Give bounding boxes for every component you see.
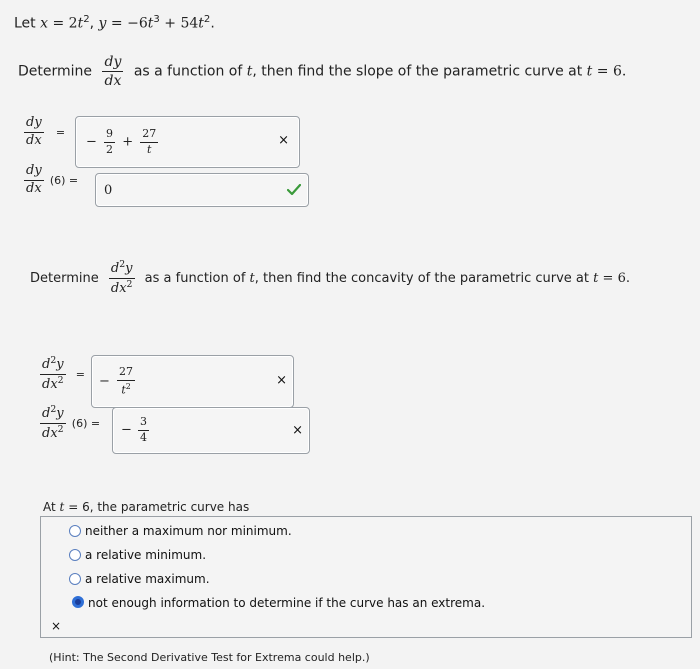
- incorrect-x-icon-4: ×: [51, 619, 62, 633]
- numerator-exponent-2: 2: [50, 355, 57, 366]
- fraction-3-numerator: 27: [117, 366, 135, 381]
- fraction-3-denominator: [117, 381, 135, 397]
- determine-label: Determine: [18, 63, 93, 80]
- at-equals: =: [596, 63, 609, 80]
- fraction-1-numerator: 9: [104, 128, 115, 143]
- period: .: [210, 15, 215, 32]
- d-symbol: d: [110, 261, 120, 277]
- at-value: 6.: [612, 63, 627, 80]
- dy-dx-fraction: [102, 54, 123, 89]
- prompt-variable: t: [59, 500, 65, 514]
- answer-fraction-2: [140, 128, 158, 156]
- label-denominator-4: [40, 424, 66, 442]
- at-variable: t: [586, 63, 593, 80]
- incorrect-x-icon-2: ×: [276, 373, 287, 388]
- prompt-pre: At: [43, 500, 56, 514]
- option-neither-radio[interactable]: [69, 525, 81, 537]
- correct-check-icon: [287, 184, 301, 196]
- prompt-tail: 6, the parametric curve has: [82, 500, 250, 514]
- fraction-denominator-2: [109, 279, 135, 297]
- fraction-numerator-2: [109, 260, 135, 279]
- let-word: Let: [14, 15, 36, 32]
- denominator-exponent-3: 2: [57, 424, 64, 436]
- instruction-tail-2: , then find the concavity of the parametric curve at: [254, 271, 589, 287]
- label-denominator-2: dx: [26, 180, 42, 196]
- d2y-dx2-label-2: [40, 405, 66, 442]
- incorrect-x-icon-3: ×: [292, 423, 303, 438]
- prompt-equals: =: [68, 500, 79, 514]
- part2-row1-label: [40, 356, 85, 393]
- second-derivative-expression: [99, 366, 138, 397]
- t-variable-2: t: [147, 15, 154, 32]
- determine-label-2: Determine: [30, 271, 99, 287]
- label-numerator: dy: [24, 116, 44, 133]
- numerator-variable-3: y: [56, 406, 64, 422]
- hint-text: (Hint: The Second Derivative Test for Extrema could help.): [49, 651, 370, 664]
- option-not-enough-info-label[interactable]: not enough information to determine if the curve has an extrema.: [88, 596, 486, 610]
- dy-dx-label-2: [24, 164, 44, 197]
- slope-answer-value: 0: [104, 182, 113, 198]
- instruction-tail: , then find the slope of the parametric curve at: [252, 63, 583, 80]
- instruction-text: as a function of: [133, 63, 243, 80]
- comma: ,: [89, 15, 95, 32]
- answer-fraction-4: [138, 416, 149, 444]
- t-variable: t: [77, 15, 84, 32]
- incorrect-x-icon: ×: [278, 133, 289, 148]
- y-term-2-exponent: 2: [203, 14, 211, 25]
- answer-fraction-1: [104, 128, 115, 156]
- numerator-exponent-3: 2: [50, 404, 57, 415]
- part1-row1-label: [24, 116, 65, 149]
- numerator-exponent: 2: [119, 259, 126, 270]
- dy-dx-answer-field[interactable]: [75, 116, 300, 168]
- instruction-variable-2: t: [249, 271, 255, 287]
- option-relative-max-label[interactable]: a relative maximum.: [85, 572, 210, 586]
- option-relative-max-radio[interactable]: [69, 573, 81, 585]
- fraction-3-denominator-var: t: [121, 383, 126, 397]
- y-term-2-coefficient: 54: [180, 15, 199, 32]
- option-not-enough-info-radio[interactable]: [72, 596, 84, 608]
- y-term-1-coefficient: −6: [127, 15, 148, 32]
- y-term-1-exponent: 3: [153, 14, 160, 25]
- concavity-answer-field[interactable]: [112, 407, 310, 454]
- denominator-text: dx: [110, 281, 127, 297]
- d2y-dx2-label: [40, 356, 66, 393]
- instruction-text-2: as a function of: [144, 271, 246, 287]
- answer-sign: −: [86, 134, 97, 150]
- d-symbol-3: d: [42, 406, 51, 422]
- label-numerator-4: [40, 405, 66, 424]
- label-numerator-2: dy: [24, 164, 44, 181]
- answer-sign-3: −: [121, 423, 132, 438]
- option-neither-label[interactable]: neither a maximum nor minimum.: [85, 524, 292, 538]
- d2y-dx2-fraction: [109, 260, 135, 297]
- t-variable-3: t: [198, 15, 204, 32]
- fraction-4-denominator: 4: [140, 431, 148, 444]
- part1-row2-label: [24, 164, 78, 197]
- at-equals-2: =: [602, 271, 614, 287]
- equals-sign-2: =: [110, 15, 123, 32]
- d-symbol-2: d: [42, 357, 51, 373]
- label-equals-3: =: [75, 368, 85, 382]
- problem-statement: [14, 14, 215, 32]
- answer-fraction-3: [117, 366, 135, 397]
- at-value-2: 6.: [617, 271, 630, 287]
- fraction-2-numerator: 27: [140, 128, 158, 143]
- x-exponent: 2: [83, 14, 90, 25]
- label-equals: =: [55, 125, 66, 139]
- second-derivative-answer-field[interactable]: [91, 355, 294, 408]
- numerator-variable: y: [125, 261, 133, 277]
- label-numerator-3: [40, 356, 66, 375]
- denominator-text-2: dx: [42, 377, 58, 393]
- part1-instruction: [18, 54, 626, 89]
- option-relative-min-label[interactable]: a relative minimum.: [85, 548, 207, 562]
- label-denominator: dx: [26, 132, 42, 148]
- instruction-variable: t: [246, 63, 253, 80]
- dy-dx-label: [24, 116, 44, 149]
- answer-sign-2: −: [99, 374, 110, 389]
- fraction-1-denominator: 2: [106, 142, 114, 156]
- fraction-2-denominator: t: [147, 142, 152, 156]
- fraction-denominator: dx: [104, 73, 122, 90]
- slope-answer-field[interactable]: [95, 173, 309, 207]
- answer-expression: [86, 128, 161, 156]
- denominator-exponent-2: 2: [57, 375, 64, 387]
- numerator-variable-2: y: [56, 357, 64, 373]
- extrema-options-box: [40, 516, 692, 638]
- fraction-4-numerator: 3: [138, 416, 149, 431]
- label-denominator-3: [40, 375, 66, 393]
- y-variable: y: [98, 15, 107, 32]
- denominator-exponent: 2: [126, 279, 133, 291]
- denominator-text-3: dx: [42, 426, 58, 442]
- x-variable: x: [40, 15, 49, 32]
- equals-sign: =: [52, 15, 65, 32]
- concavity-expression: [121, 416, 151, 444]
- part2-row2-label: [40, 405, 100, 442]
- at-variable-2: t: [593, 271, 599, 287]
- part2-instruction: [30, 260, 630, 297]
- answer-plus: +: [122, 134, 134, 150]
- plus-sign: +: [164, 15, 176, 32]
- part3-prompt: [43, 500, 249, 514]
- label-argument: (6) =: [49, 173, 79, 187]
- label-argument-2: (6) =: [71, 417, 101, 431]
- option-relative-min-radio[interactable]: [69, 549, 81, 561]
- x-coefficient: 2: [68, 15, 78, 32]
- fraction-3-denominator-exponent: 2: [125, 381, 131, 391]
- fraction-numerator: dy: [102, 54, 123, 72]
